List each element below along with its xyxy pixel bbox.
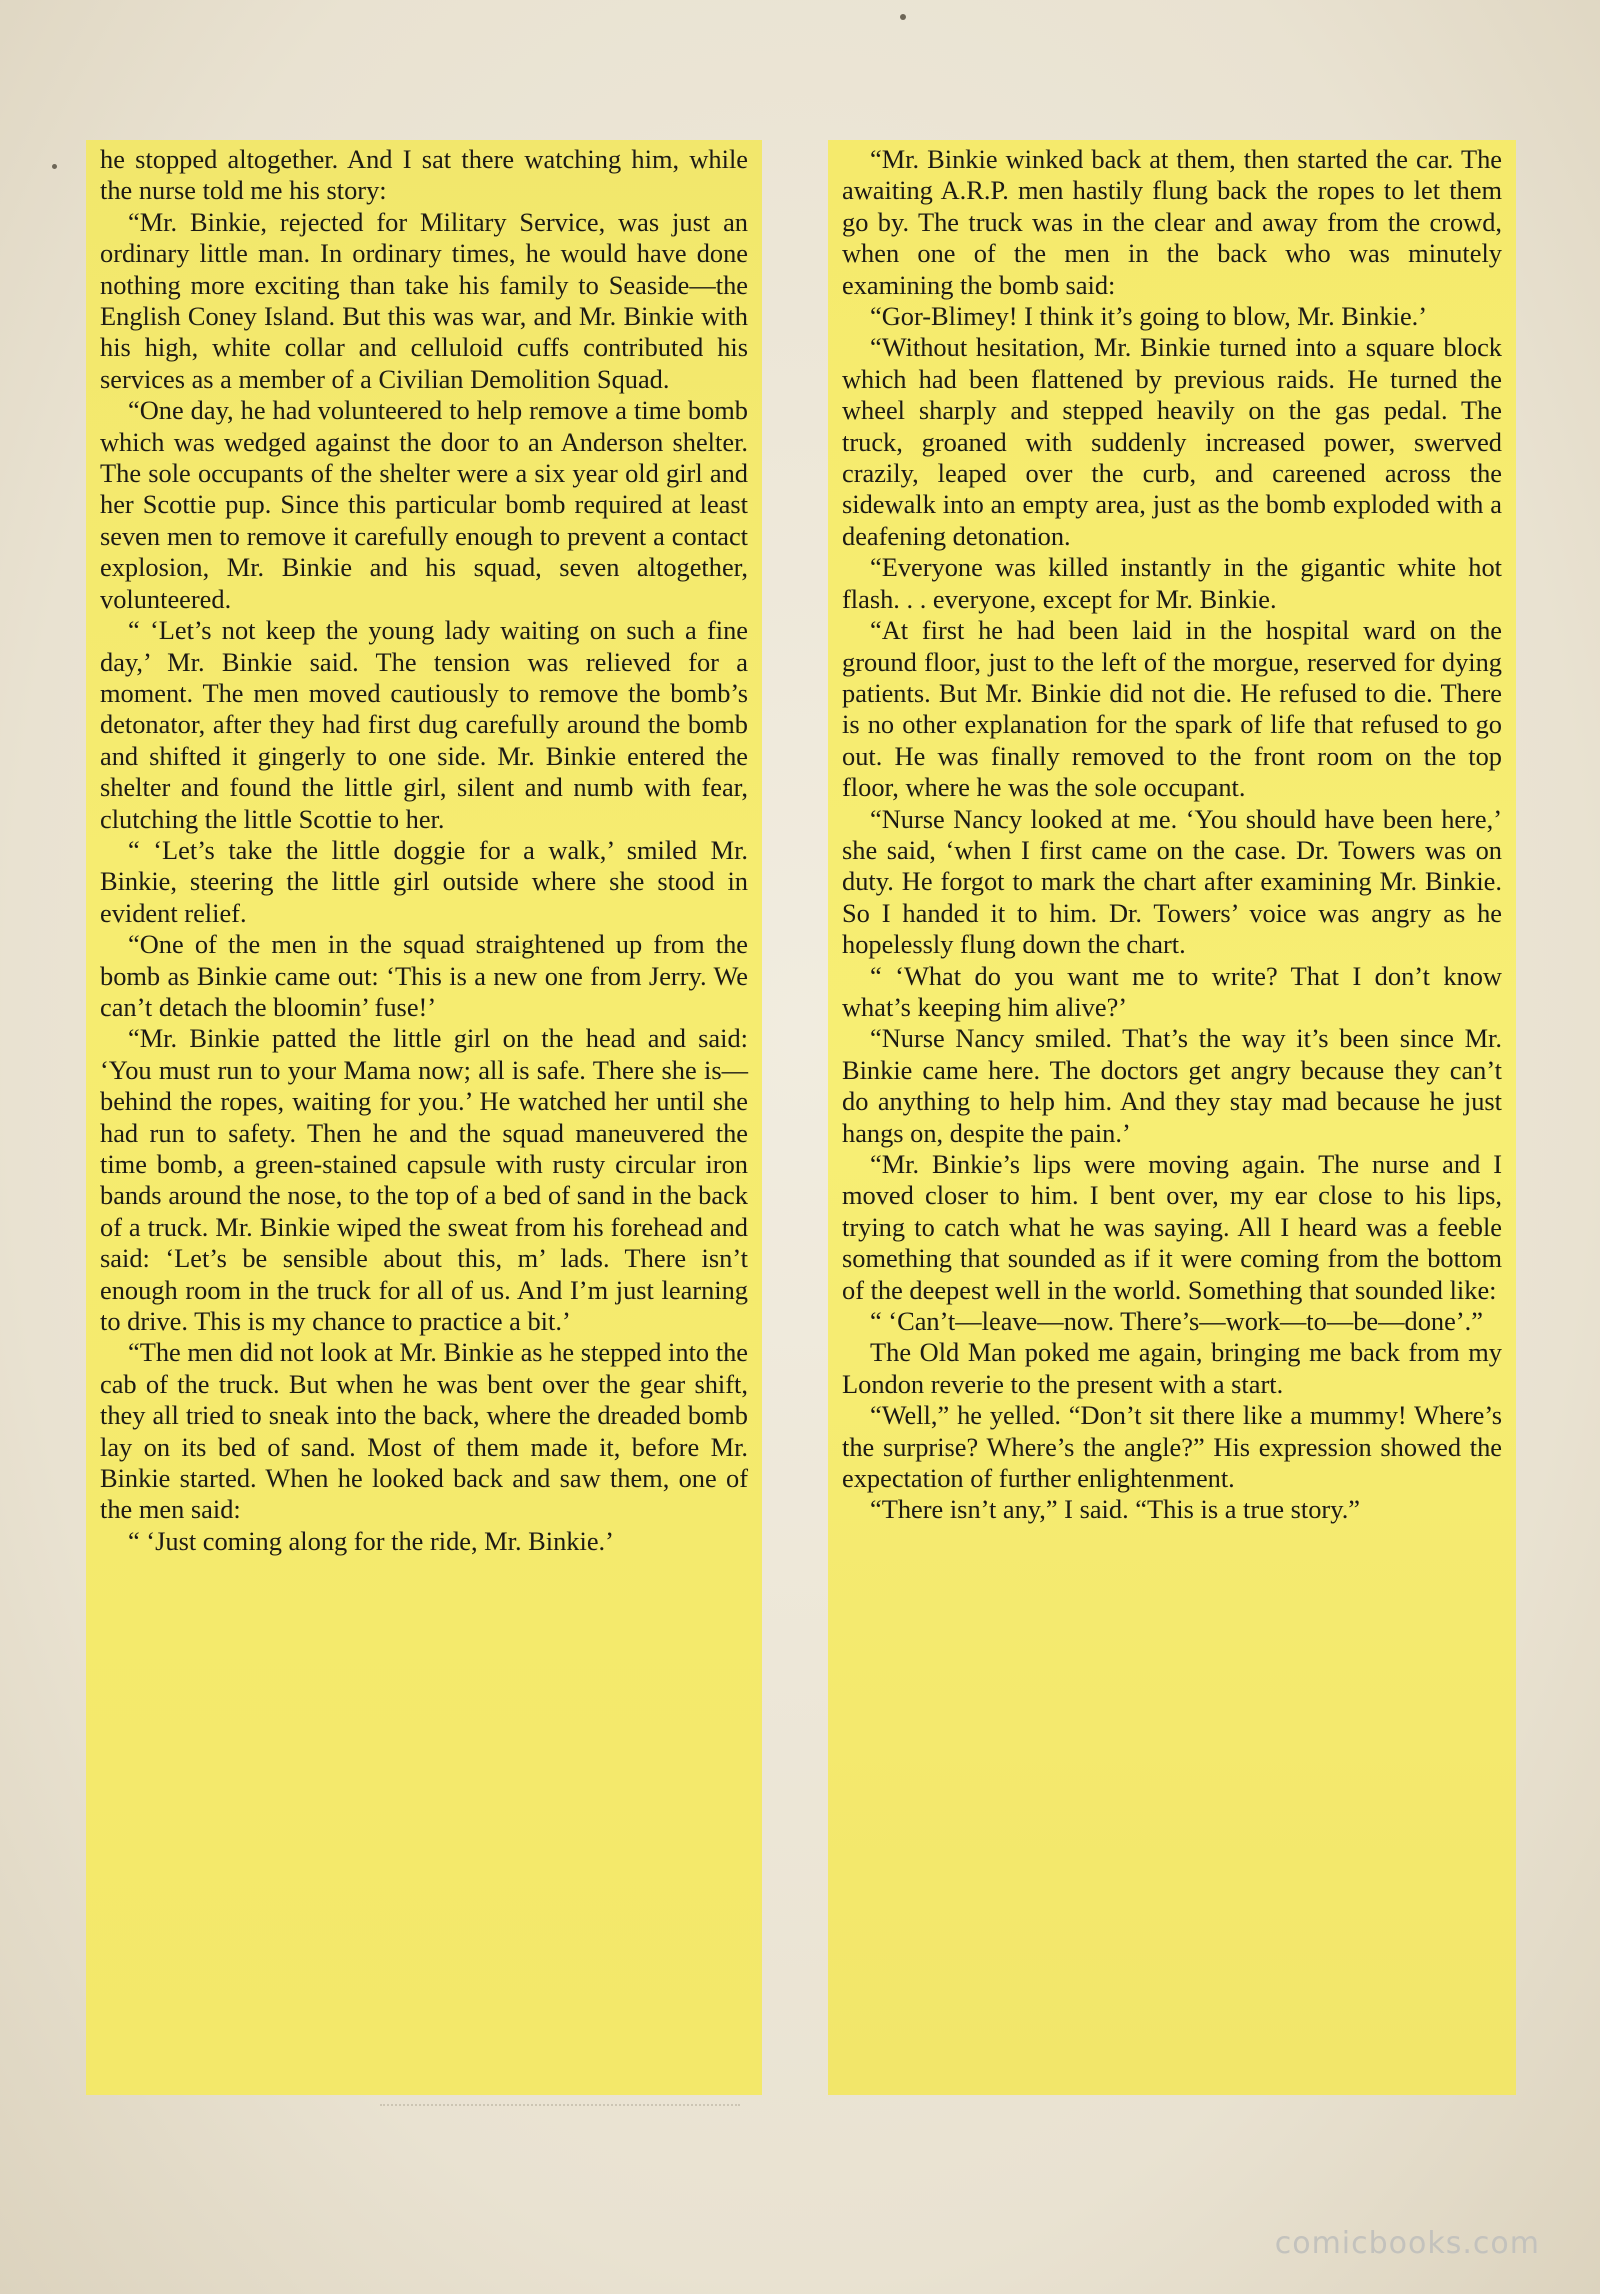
paragraph: “At first he had been laid in the hospital ward on the ground floor, just to the left of the morgue, reserved for dying patients. But Mr. Binkie did not die. He refused to die. There is no other explanation for the spark of life that refused to go out. He was finally removed to the front room on the top floor, where he was the sole occupant. <box>842 615 1502 803</box>
paragraph: “Mr. Binkie’s lips were moving again. The nurse and I moved closer to him. I bent over, my ear close to his lips, trying to catch what he was saying. All I heard was a feeble something that sounded as if it were coming from the bottom of the deepest well in the world. Something that sounded like: <box>842 1149 1502 1305</box>
paragraph: he stopped altogether. And I sat there watching him, while the nurse told me his story: <box>100 144 748 206</box>
watermark: comicbooks.com <box>1274 2226 1540 2261</box>
paragraph: The Old Man poked me again, bringing me back from my London reverie to the present with a start. <box>842 1337 1502 1399</box>
paragraph: “Gor-Blimey! I think it’s going to blow, Mr. Binkie.’ <box>870 301 1428 332</box>
paragraph: “One of the men in the squad straightened up from the bomb as Binkie came out: ‘This is a new one from Jerry. We can’t detach the bloomin’ fuse!’ <box>100 929 748 1022</box>
paragraph: “ ‘Just coming along for the ride, Mr. Binkie.’ <box>128 1525 614 1556</box>
paragraph: “Nurse Nancy smiled. That’s the way it’s been since Mr. Binkie came here. The doctors get angry because they can’t do anything to help him. And they stay mad because he just hangs on, despite the pain.’ <box>842 1023 1502 1148</box>
paragraph: “ ‘What do you want me to write? That I don’t know what’s keeping him alive?’ <box>842 960 1502 1022</box>
paragraph: “Mr. Binkie patted the little girl on the head and said: ‘You must run to your Mama now; all is safe. There she is—behind the ropes, waiting for you.’ He watched her until she had run to safety. Then he and the squad maneuvered the time bomb, a green-stained capsule with rusty circular iron bands around the nose, to the top of a bed of sand in the back of a truck. Mr. Binkie wiped the sweat from his forehead and said: ‘Let’s be sensible about this, m’ lads. There isn’t enough room in the truck for all of us. And I’m just learning to drive. This is my chance to practice a bit.’ <box>100 1023 748 1337</box>
text-column-left <box>86 140 762 2095</box>
text-column-right <box>828 140 1516 2095</box>
paragraph: “Without hesitation, Mr. Binkie turned into a square block which had been flattened by previous raids. He turned the wheel sharply and stepped heavily on the gas pedal. The truck, groaned with suddenly increased power, swerved crazily, leaped over the curb, and careened across the sidewalk into an empty area, just as the bomb exploded with a deafening detonation. <box>842 332 1502 551</box>
paper-speck <box>52 164 57 169</box>
paragraph: “Everyone was killed instantly in the gigantic white hot flash. . . everyone, except for Mr. Binkie. <box>842 552 1502 614</box>
paragraph: “ ‘Let’s not keep the young lady waiting on such a fine day,’ Mr. Binkie said. The tension was relieved for a moment. The men moved cautiously to remove the bomb’s detonator, after they had first dug carefully around the bomb and shifted it gingerly to one side. Mr. Binkie entered the shelter and found the little girl, silent and numb with fear, clutching the little Scottie to her. <box>100 615 748 834</box>
print-artifact <box>380 2104 740 2114</box>
paragraph: “Nurse Nancy looked at me. ‘You should have been here,’ she said, ‘when I first came on the case. Dr. Towers was on duty. He forgot to mark the chart after examining Mr. Binkie. So I handed it to him. Dr. Towers’ voice was angry as he hopelessly flung down the chart. <box>842 803 1502 960</box>
paragraph: “Mr. Binkie winked back at them, then started the car. The awaiting A.R.P. men hastily flung back the ropes to let them go by. The truck was in the clear and away from the crowd, when one of the men in the back who was minutely examining the bomb said: <box>842 144 1502 300</box>
paper-speck <box>900 14 906 20</box>
paragraph: “ ‘Can’t—leave—now. There’s—work—to—be—done’.” <box>870 1306 1483 1337</box>
paragraph: “ ‘Let’s take the little doggie for a walk,’ smiled Mr. Binkie, steering the little girl outside where she stood in evident relief. <box>100 834 748 928</box>
paragraph: “The men did not look at Mr. Binkie as he stepped into the cab of the truck. But when he was bent over the gear shift, they all tried to sneak into the back, where the dreaded bomb lay on its bed of sand. Most of them made it, before Mr. Binkie started. When he looked back and saw them, one of the men said: <box>100 1337 748 1525</box>
paragraph: “Mr. Binkie, rejected for Military Service, was just an ordinary little man. In ordinary times, he would have done nothing more exciting than take his family to Seaside—the English Coney Island. But this was war, and Mr. Binkie with his high, white collar and celluloid cuffs contributed his services as a member of a Civilian Demolition Squad. <box>100 206 748 394</box>
paragraph: “One day, he had volunteered to help remove a time bomb which was wedged against the door to an Anderson shelter. The sole occupants of the shelter were a six year old girl and her Scottie pup. Since this particular bomb required at least seven men to remove it carefully enough to prevent a contact explosion, Mr. Binkie and his squad, seven altogether, volunteered. <box>100 395 748 614</box>
paragraph: “There isn’t any,” I said. “This is a true story.” <box>870 1494 1361 1525</box>
paragraph: “Well,” he yelled. “Don’t sit there like a mummy! Where’s the surprise? Where’s the angle?” His expression showed the expectation of further enlightenment. <box>842 1400 1502 1494</box>
